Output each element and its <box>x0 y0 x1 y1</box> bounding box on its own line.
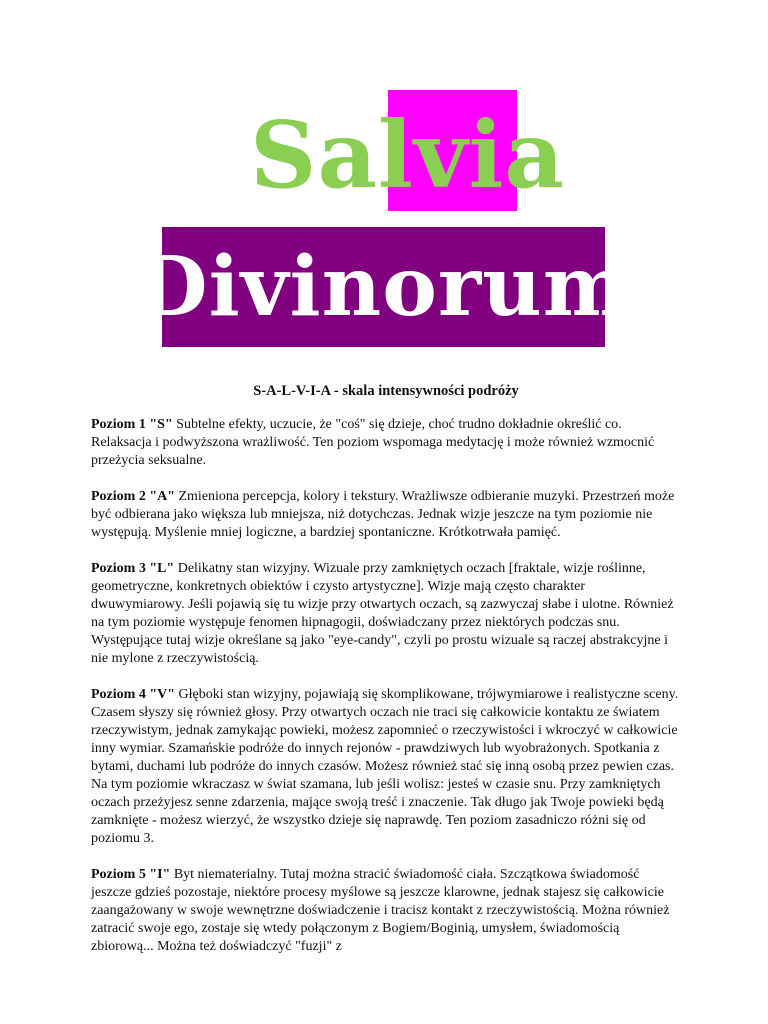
title-block <box>0 0 768 370</box>
level-label: Poziom 2 "A" <box>91 489 179 504</box>
level-text: Zmieniona percepcja, kolory i tekstury. Wrażliwsze odbieranie muzyki. Przestrzeń może być odbierana jako większa lub mniejsza, niż dotychczas. Jednak wizje jeszcze na tym poziomie nie występują. Myślenie mniej logiczne, a bardziej spontaniczne. Krótkotrwała pamięć. <box>91 489 675 540</box>
level-label: Poziom 1 "S" <box>91 417 177 432</box>
level-label: Poziom 5 "I" <box>91 867 174 882</box>
divinorum-title-text: Divinorum <box>136 239 631 335</box>
level-text: Subtelne efekty, uczucie, że "coś" się dzieje, choć trudno dokładnie określić co. Relaksacja i podwyższona wrażliwość. Ten poziom wspomaga medytację i może również wzmocnić przeżycia seksualne. <box>91 417 655 468</box>
level-text: Głęboki stan wizyjny, pojawiają się skomplikowane, trójwymiarowe i realistyczne sceny. Czasem słyszy się również głosy. Przy otwartych oczach nie traci się całkowicie kontaktu ze światem rzeczywistym, jednak zamykając powieki, możesz zapomnieć o rzeczywistości i wkroczyć w całkowicie inny wymiar. Szamańskie podróże do innych rejonów - prawdziwych lub wyobrażonych. Spotkania z bytami, duchami lub podróże do innych czasów. Możesz również stać się inną osobą przez pewien czas. Na tym poziomie wkraczasz w świat szamana, lub jeśli wolisz: jesteś w czasie snu. Przy zamkniętych oczach przeżyjesz senne zdarzenia, mające swoją treść i znaczenie. Tak długo jak Twoje powieki będą zamknięte - możesz wierzyć, że wszystko dzieje się naprawdę. Ten poziom zasadniczo różni się od poziomu 3. <box>91 687 679 846</box>
level-paragraph-2 <box>91 488 681 542</box>
document-body <box>91 382 681 974</box>
level-text: Delikatny stan wizyjny. Wizuale przy zamkniętych oczach [fraktale, wizje roślinne, geometryczne, konkretnych obiektów i czysto artystyczne]. Wizje mają często charakter dwuwymiarowy. Jeśli pojawią się tu wizje przy otwartych oczach, są zazwyczaj słabe i ulotne. Również na tym poziomie występuje fenomen hipnagogii, doświadczany przez niektórych podczas snu. Występujące tutaj wizje określane są jako "eye-candy", czyli po prostu wizuale są raczej abstrakcyjne i nie mylone z rzeczywistością. <box>91 561 674 666</box>
level-paragraph-3 <box>91 560 681 668</box>
level-paragraph-4 <box>91 686 681 848</box>
level-paragraph-1 <box>91 416 681 470</box>
salvia-title-text: Salvia <box>250 101 566 209</box>
level-label: Poziom 4 "V" <box>91 687 179 702</box>
level-text: Byt niematerialny. Tutaj można stracić świadomość ciała. Szczątkowa świadomość jeszcze gdzieś pozostaje, niektóre procesy myślowe są jeszcze klarowne, jednak stajesz się całkowicie zaangażowany w swoje wewnętrzne doświadczenie i tracisz kontakt z rzeczywistością. Można również zatracić swoje ego, zostaje się wtedy połączonym z Bogiem/Boginią, umysłem, świadomością zbiorową... Można też doświadczyć "fuzji" z <box>91 867 670 954</box>
salvia-title <box>250 100 566 210</box>
level-label: Poziom 3 "L" <box>91 561 178 576</box>
section-heading: S-A-L-V-I-A - skala intensywności podróży <box>253 383 519 399</box>
level-paragraph-5 <box>91 866 681 956</box>
divinorum-banner <box>136 227 631 347</box>
